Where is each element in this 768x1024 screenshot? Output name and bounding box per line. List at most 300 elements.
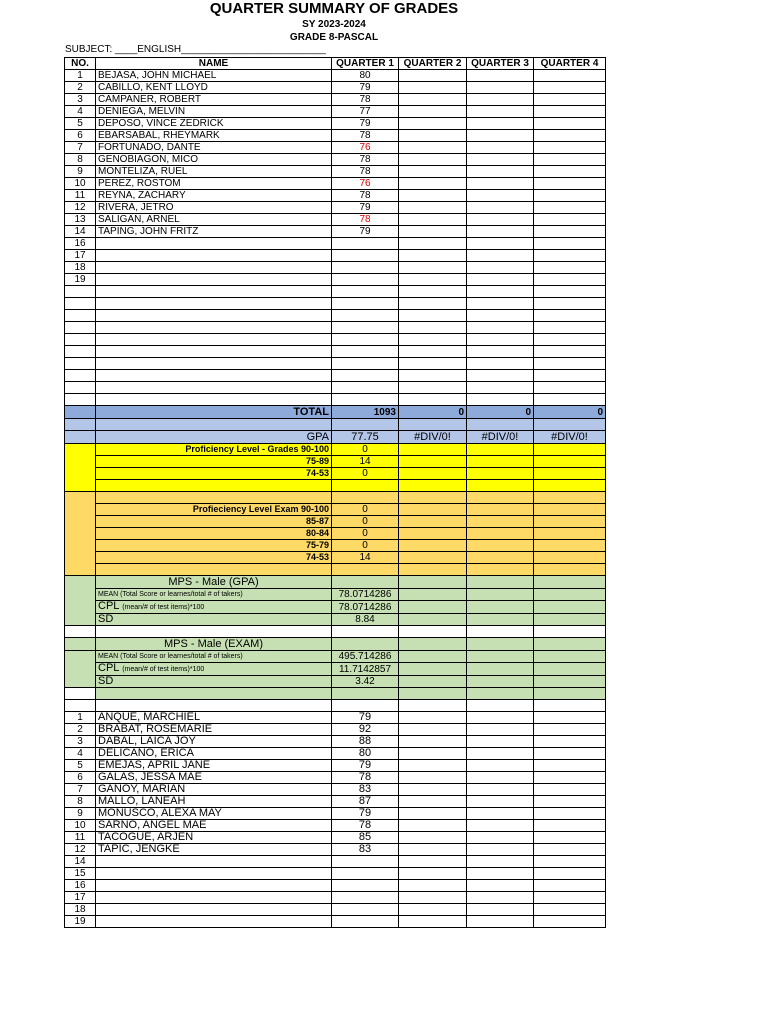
student-row xyxy=(65,190,606,202)
blank-cell xyxy=(534,468,606,480)
quarter1-grade xyxy=(332,856,399,868)
student-name: TACOGUE, ARJEN xyxy=(96,832,332,844)
total-q3: 0 xyxy=(467,406,534,419)
blank-cell xyxy=(96,394,332,406)
quarter1-grade: 80 xyxy=(332,70,399,82)
blank-cell xyxy=(534,676,606,688)
quarter2-grade xyxy=(399,904,467,916)
blank-cell xyxy=(467,468,534,480)
blank-cell xyxy=(399,444,467,456)
quarter1-grade: 78 xyxy=(332,190,399,202)
proficiency-exam-row xyxy=(65,516,606,528)
quarter1-grade xyxy=(332,880,399,892)
quarter3-grade xyxy=(467,70,534,82)
blank-cell xyxy=(467,676,534,688)
student-number: 9 xyxy=(65,166,96,178)
blank-cell xyxy=(65,370,96,382)
student-number: 12 xyxy=(65,844,96,856)
blank-cell xyxy=(534,651,606,663)
student-number: 6 xyxy=(65,130,96,142)
gpa-q4: #DIV/0! xyxy=(534,431,606,444)
student-row xyxy=(65,106,606,118)
cpl-cell xyxy=(96,663,332,676)
quarter1-grade xyxy=(332,868,399,880)
spacer-row xyxy=(65,688,606,700)
total-q4: 0 xyxy=(534,406,606,419)
blank-cell xyxy=(332,370,399,382)
quarter1-grade xyxy=(332,262,399,274)
quarter1-grade xyxy=(332,238,399,250)
blank-cell xyxy=(96,419,332,431)
student-row xyxy=(65,202,606,214)
blank-row xyxy=(65,382,606,394)
quarter1-grade: 79 xyxy=(332,760,399,772)
quarter3-grade xyxy=(467,892,534,904)
student-name: GENOBIAGON, MICO xyxy=(96,154,332,166)
blank-cell xyxy=(65,626,96,638)
quarter1-grade: 79 xyxy=(332,226,399,238)
blank-cell xyxy=(399,492,467,504)
blank-cell xyxy=(96,626,332,638)
quarter2-grade xyxy=(399,190,467,202)
blank-cell xyxy=(332,688,399,700)
blank-cell xyxy=(534,576,606,589)
blank-cell xyxy=(467,638,534,651)
mps-gpa-mean-row xyxy=(65,589,606,601)
quarter3-grade xyxy=(467,724,534,736)
blank-cell xyxy=(65,346,96,358)
blank-cell xyxy=(534,504,606,516)
quarter1-grade: 76 xyxy=(332,178,399,190)
student-row xyxy=(65,808,606,820)
quarter2-grade xyxy=(399,844,467,856)
quarter4-grade xyxy=(534,844,606,856)
blank-cell xyxy=(467,322,534,334)
student-number: 19 xyxy=(65,274,96,286)
quarter2-grade xyxy=(399,868,467,880)
quarter4-grade xyxy=(534,808,606,820)
quarter2-grade xyxy=(399,736,467,748)
blank-cell xyxy=(332,394,399,406)
quarter3-grade xyxy=(467,856,534,868)
proficiency-exam-value: 0 xyxy=(332,516,399,528)
page-title: QUARTER SUMMARY OF GRADES xyxy=(209,0,459,17)
quarter2-grade xyxy=(399,262,467,274)
column-header-q4: QUARTER 4 xyxy=(534,58,606,70)
proficiency-label: 75-89 xyxy=(96,456,332,468)
student-number: 5 xyxy=(65,760,96,772)
student-row xyxy=(65,820,606,832)
blank-cell xyxy=(332,480,399,492)
blank-cell xyxy=(96,688,332,700)
blank-cell xyxy=(399,382,467,394)
quarter3-grade xyxy=(467,772,534,784)
student-name: MONUSCO, ALEXA MAY xyxy=(96,808,332,820)
student-row xyxy=(65,130,606,142)
blank-cell xyxy=(534,358,606,370)
student-row xyxy=(65,262,606,274)
blank-cell xyxy=(467,651,534,663)
blank-cell xyxy=(399,601,467,614)
blank-cell xyxy=(399,394,467,406)
blank-cell xyxy=(332,310,399,322)
student-number: 2 xyxy=(65,82,96,94)
blank-cell xyxy=(399,370,467,382)
quarter1-grade: 87 xyxy=(332,796,399,808)
mps-gpa-title: MPS - Male (GPA) xyxy=(96,576,332,589)
proficiency-exam-row xyxy=(65,528,606,540)
blank-cell xyxy=(534,626,606,638)
student-row xyxy=(65,904,606,916)
blank-cell xyxy=(467,663,534,676)
blank-cell xyxy=(399,564,467,576)
blank-row xyxy=(65,346,606,358)
quarter4-grade xyxy=(534,760,606,772)
student-name: DEPOSO, VINCE ZEDRICK xyxy=(96,118,332,130)
quarter4-grade xyxy=(534,274,606,286)
cpl-label: CPL xyxy=(98,662,120,674)
student-name: PEREZ, ROSTOM xyxy=(96,178,332,190)
student-row xyxy=(65,748,606,760)
blank-cell xyxy=(65,406,96,419)
quarter1-grade: 78 xyxy=(332,154,399,166)
blank-cell xyxy=(467,480,534,492)
mps-exam-sd-row xyxy=(65,676,606,688)
blank-cell xyxy=(332,576,399,589)
cpl-note: (mean/# of test items)*100 xyxy=(122,604,205,611)
blank-cell xyxy=(534,688,606,700)
blank-cell xyxy=(65,576,96,626)
blank-cell xyxy=(65,700,96,712)
proficiency-exam-value: 0 xyxy=(332,540,399,552)
student-row xyxy=(65,868,606,880)
blank-cell xyxy=(399,651,467,663)
quarter2-grade xyxy=(399,178,467,190)
mps-exam-cpl-row xyxy=(65,663,606,676)
student-name: SALIGAN, ARNEL xyxy=(96,214,332,226)
spacer-row xyxy=(65,626,606,638)
cpl-cell xyxy=(96,601,332,614)
mean-label: MEAN (Total Score or learnes/total # of takers) xyxy=(96,589,332,601)
blank-cell xyxy=(332,419,399,431)
quarter2-grade xyxy=(399,118,467,130)
grades-table xyxy=(64,57,606,928)
quarter4-grade xyxy=(534,880,606,892)
quarter2-grade xyxy=(399,226,467,238)
blank-cell xyxy=(534,589,606,601)
mean-label: MEAN (Total Score or learnes/total # of takers) xyxy=(96,651,332,663)
proficiency-value: 14 xyxy=(332,456,399,468)
blank-cell xyxy=(467,370,534,382)
blank-row xyxy=(65,334,606,346)
blank-cell xyxy=(534,382,606,394)
quarter2-grade xyxy=(399,94,467,106)
proficiency-value: 0 xyxy=(332,468,399,480)
gpa-row xyxy=(65,431,606,444)
blank-cell xyxy=(65,394,96,406)
quarter1-grade: 78 xyxy=(332,820,399,832)
quarter3-grade xyxy=(467,142,534,154)
blank-cell xyxy=(332,358,399,370)
blank-cell xyxy=(534,444,606,456)
section-name: GRADE 8-PASCAL xyxy=(289,32,379,43)
proficiency-exam-label: 74-53 xyxy=(96,552,332,564)
blank-cell xyxy=(96,346,332,358)
quarter2-grade xyxy=(399,154,467,166)
quarter3-grade xyxy=(467,238,534,250)
proficiency-value: 0 xyxy=(332,444,399,456)
quarter4-grade xyxy=(534,178,606,190)
blank-cell xyxy=(467,516,534,528)
blank-row xyxy=(65,358,606,370)
student-row xyxy=(65,274,606,286)
spacer-row xyxy=(65,700,606,712)
blank-cell xyxy=(467,576,534,589)
quarter2-grade xyxy=(399,796,467,808)
student-number: 1 xyxy=(65,70,96,82)
quarter4-grade xyxy=(534,832,606,844)
quarter3-grade xyxy=(467,844,534,856)
quarter1-grade: 79 xyxy=(332,202,399,214)
quarter3-grade xyxy=(467,808,534,820)
blank-cell xyxy=(399,688,467,700)
student-row xyxy=(65,844,606,856)
quarter1-grade: 76 xyxy=(332,142,399,154)
quarter4-grade xyxy=(534,238,606,250)
quarter4-grade xyxy=(534,784,606,796)
quarter2-grade xyxy=(399,712,467,724)
quarter4-grade xyxy=(534,820,606,832)
quarter2-grade xyxy=(399,166,467,178)
quarter3-grade xyxy=(467,214,534,226)
blank-cell xyxy=(534,540,606,552)
student-number: 2 xyxy=(65,724,96,736)
blank-cell xyxy=(399,322,467,334)
blank-cell xyxy=(534,528,606,540)
proficiency-exam-label: 75-79 xyxy=(96,540,332,552)
student-row xyxy=(65,856,606,868)
subject-line: SUBJECT: ____ENGLISH__________________________ xyxy=(65,44,326,55)
quarter3-grade xyxy=(467,796,534,808)
quarter1-grade xyxy=(332,274,399,286)
student-number: 11 xyxy=(65,190,96,202)
blank-cell xyxy=(467,382,534,394)
student-name xyxy=(96,904,332,916)
quarter3-grade xyxy=(467,832,534,844)
quarter1-grade: 79 xyxy=(332,82,399,94)
student-number: 7 xyxy=(65,142,96,154)
blank-cell xyxy=(65,651,96,688)
quarter3-grade xyxy=(467,868,534,880)
blank-cell xyxy=(399,638,467,651)
column-header-q2: QUARTER 2 xyxy=(399,58,467,70)
quarter1-grade: 78 xyxy=(332,214,399,226)
quarter3-grade xyxy=(467,82,534,94)
blank-cell xyxy=(534,614,606,626)
mps-exam-title-row xyxy=(65,638,606,651)
student-name xyxy=(96,916,332,928)
header-row xyxy=(65,58,606,70)
quarter2-grade xyxy=(399,130,467,142)
proficiency-grade-row xyxy=(65,468,606,480)
blank-row xyxy=(65,394,606,406)
quarter1-grade: 88 xyxy=(332,736,399,748)
blank-cell xyxy=(467,358,534,370)
quarter1-grade: 80 xyxy=(332,748,399,760)
blank-cell xyxy=(399,298,467,310)
blank-cell xyxy=(534,394,606,406)
blank-cell xyxy=(534,419,606,431)
blank-cell xyxy=(467,346,534,358)
student-number: 19 xyxy=(65,916,96,928)
student-name: DENIEGA, MELVIN xyxy=(96,106,332,118)
student-name: MONTELIZA, RUEL xyxy=(96,166,332,178)
student-number: 7 xyxy=(65,784,96,796)
quarter4-grade xyxy=(534,250,606,262)
blank-cell xyxy=(332,638,399,651)
student-number: 3 xyxy=(65,736,96,748)
blank-cell xyxy=(65,688,96,700)
student-number: 4 xyxy=(65,748,96,760)
quarter2-grade xyxy=(399,832,467,844)
quarter1-grade: 79 xyxy=(332,118,399,130)
blank-cell xyxy=(534,298,606,310)
blank-cell xyxy=(534,638,606,651)
blank-cell xyxy=(534,322,606,334)
blank-cell xyxy=(399,456,467,468)
quarter3-grade xyxy=(467,880,534,892)
blank-cell xyxy=(65,638,96,651)
quarter3-grade xyxy=(467,190,534,202)
student-row xyxy=(65,82,606,94)
student-name: FORTUNADO, DANTE xyxy=(96,142,332,154)
cpl-value: 11.7142857 xyxy=(332,663,399,676)
blank-cell xyxy=(467,334,534,346)
total-row xyxy=(65,406,606,419)
blank-cell xyxy=(534,516,606,528)
blank-cell xyxy=(534,310,606,322)
student-name: GALAS, JESSA MAE xyxy=(96,772,332,784)
blank-cell xyxy=(399,589,467,601)
total-q2: 0 xyxy=(399,406,467,419)
blank-cell xyxy=(399,310,467,322)
blank-cell xyxy=(332,492,399,504)
blank-cell xyxy=(65,444,96,492)
quarter1-grade: 85 xyxy=(332,832,399,844)
gpa-label: GPA xyxy=(96,431,332,444)
blank-cell xyxy=(467,298,534,310)
blank-cell xyxy=(332,382,399,394)
quarter3-grade xyxy=(467,784,534,796)
student-number: 10 xyxy=(65,820,96,832)
student-number: 9 xyxy=(65,808,96,820)
blank-cell xyxy=(534,370,606,382)
quarter1-grade: 78 xyxy=(332,166,399,178)
blank-row xyxy=(65,298,606,310)
blank-cell xyxy=(467,601,534,614)
quarter2-grade xyxy=(399,82,467,94)
student-number: 14 xyxy=(65,226,96,238)
blank-cell xyxy=(332,298,399,310)
proficiency-exam-value: 14 xyxy=(332,552,399,564)
blank-cell xyxy=(399,480,467,492)
quarter4-grade xyxy=(534,724,606,736)
student-row xyxy=(65,226,606,238)
student-row xyxy=(65,796,606,808)
blank-cell xyxy=(534,663,606,676)
quarter1-grade: 83 xyxy=(332,844,399,856)
mps-exam-mean-row xyxy=(65,651,606,663)
quarter2-grade xyxy=(399,70,467,82)
blank-cell xyxy=(534,286,606,298)
student-name: GANOY, MARIAN xyxy=(96,784,332,796)
quarter4-grade xyxy=(534,796,606,808)
blank-cell xyxy=(467,504,534,516)
blank-cell xyxy=(534,552,606,564)
quarter3-grade xyxy=(467,712,534,724)
student-number: 14 xyxy=(65,856,96,868)
proficiency-exam-label: Profieciency Level Exam 90-100 xyxy=(96,504,332,516)
blank-cell xyxy=(65,334,96,346)
proficiency-exam-row xyxy=(65,504,606,516)
blank-cell xyxy=(332,322,399,334)
quarter1-grade xyxy=(332,904,399,916)
quarter1-grade: 77 xyxy=(332,106,399,118)
student-number: 16 xyxy=(65,238,96,250)
quarter3-grade xyxy=(467,106,534,118)
blank-cell xyxy=(467,528,534,540)
student-number: 11 xyxy=(65,832,96,844)
blank-cell xyxy=(534,456,606,468)
quarter4-grade xyxy=(534,856,606,868)
quarter4-grade xyxy=(534,892,606,904)
student-number: 4 xyxy=(65,106,96,118)
quarter4-grade xyxy=(534,748,606,760)
quarter4-grade xyxy=(534,154,606,166)
blank-cell xyxy=(399,419,467,431)
student-row xyxy=(65,154,606,166)
quarter1-grade: 78 xyxy=(332,94,399,106)
blank-row xyxy=(65,310,606,322)
cpl-label: CPL xyxy=(98,600,120,612)
quarter4-grade xyxy=(534,130,606,142)
blank-cell xyxy=(467,688,534,700)
quarter3-grade xyxy=(467,250,534,262)
blank-row xyxy=(65,286,606,298)
student-number: 10 xyxy=(65,178,96,190)
blank-cell xyxy=(467,394,534,406)
student-row xyxy=(65,724,606,736)
blank-cell xyxy=(332,286,399,298)
quarter2-grade xyxy=(399,856,467,868)
mean-value: 78.0714286 xyxy=(332,589,399,601)
column-header-q1: QUARTER 1 xyxy=(332,58,399,70)
student-name: REYNA, ZACHARY xyxy=(96,190,332,202)
spacer-row xyxy=(65,419,606,431)
student-row xyxy=(65,70,606,82)
spacer-row xyxy=(65,564,606,576)
mps-gpa-sd-row xyxy=(65,614,606,626)
sd-value: 8.84 xyxy=(332,614,399,626)
quarter4-grade xyxy=(534,736,606,748)
quarter3-grade xyxy=(467,226,534,238)
blank-cell xyxy=(96,322,332,334)
student-row xyxy=(65,784,606,796)
student-name: DELICANO, ERICA xyxy=(96,748,332,760)
student-row xyxy=(65,772,606,784)
blank-cell xyxy=(65,358,96,370)
student-name: SARNO, ANGEL MAE xyxy=(96,820,332,832)
